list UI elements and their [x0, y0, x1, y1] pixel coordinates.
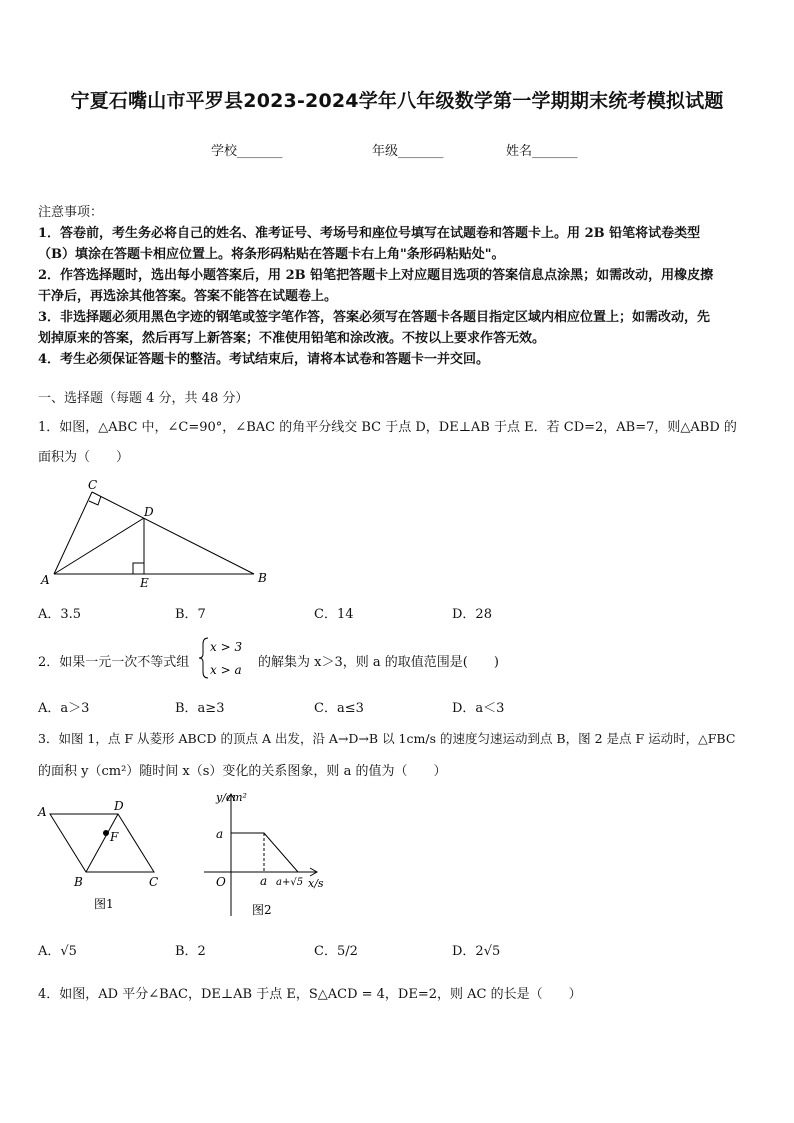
- q1-option-d: D．28: [452, 607, 492, 622]
- q1-figure: [36, 474, 286, 594]
- q3-option-b: B．2: [175, 944, 206, 959]
- question-2-suffix: 的解集为 x＞3，则 a 的取值范围是( ): [258, 655, 499, 670]
- question-4-text: 4．如图，AD 平分∠BAC，DE⊥AB 于点 E，S△ACD = 4，DE=2，则 AC 的长是（ ）: [38, 987, 582, 1002]
- label-b: B: [74, 875, 83, 889]
- page-title: 宁夏石嘴山市平罗县2023-2024学年八年级数学第一学期期末统考模拟试题: [70, 90, 724, 112]
- question-2-prefix: 2．如果一元一次不等式组: [38, 655, 190, 670]
- label-a: A: [38, 805, 47, 819]
- q3-option-d: D．2√5: [452, 944, 501, 959]
- section-heading: 一、选择题（每题 4 分，共 48 分）: [38, 391, 249, 406]
- q3-option-a: A．√5: [38, 944, 77, 959]
- q3-figure-1: [34, 796, 174, 916]
- label-d: D: [144, 505, 154, 519]
- y-axis-label: y/cm²: [216, 791, 247, 804]
- label-c: C: [88, 478, 98, 492]
- q1-option-a: A．3.5: [38, 607, 82, 622]
- inequality-1: x > 3: [210, 640, 243, 654]
- notice-line: 干净后，再选涂其他答案。答案不能答在试题卷上。: [38, 289, 338, 304]
- tick-a-plus-root5: a+√5: [276, 877, 304, 888]
- notice-line: （B）填涂在答题卡相应位置上。将条形码粘贴在答题卡右上角"条形码粘贴处"。: [38, 247, 505, 262]
- question-1-text: 1．如图，△ABC 中，∠C=90°，∠BAC 的角平分线交 BC 于点 D，DE⊥AB 于点 E．若 CD=2，AB=7，则△ABD 的: [38, 420, 737, 435]
- inequality-2: x > a: [210, 663, 242, 677]
- q1-option-c: C．14: [314, 607, 354, 622]
- question-3-text: 3．如图 1，点 F 从菱形 ABCD 的顶点 A 出发，沿 A→D→B 以 1cm/s 的速度匀速运动到点 B，图 2 是点 F 运动时，△FBC: [38, 731, 736, 746]
- grade-field: 年级_______: [372, 144, 444, 159]
- notice-line: 3．非选择题必须用黑色字迹的钢笔或签字笔作答，答案必须写在答题卡各题目指定区域内相应位置上；如需改动，先: [38, 310, 711, 325]
- school-field: 学校_______: [211, 144, 283, 159]
- label-a-value: a: [216, 827, 224, 841]
- label-b: B: [258, 571, 267, 585]
- x-axis-label: x/s: [308, 877, 324, 890]
- notice-heading: 注意事项：: [38, 205, 104, 220]
- q2-option-c: C．a≤3: [314, 701, 364, 716]
- notice-line: 划掉原来的答案，然后再写上新答案；不准使用铅笔和涂改液。不按以上要求作答无效。: [38, 331, 546, 346]
- point-f-dot: [103, 830, 109, 836]
- question-1-text-cont: 面积为（ ）: [38, 450, 130, 465]
- notice-line: 4．考生必须保证答题卡的整洁。考试结束后，请将本试卷和答题卡一并交回。: [38, 352, 490, 367]
- question-3-text-cont: 的面积 y（cm²）随时间 x（s）变化的关系图象，则 a 的值为（ ）: [38, 764, 447, 779]
- figure-1-caption: 图1: [94, 897, 114, 911]
- label-e: E: [140, 576, 149, 590]
- q2-option-a: A．a＞3: [38, 701, 90, 716]
- q3-figure-2: [196, 786, 336, 922]
- tick-a: a: [260, 874, 268, 888]
- name-field: 姓名_______: [506, 144, 578, 159]
- q2-option-d: D．a＜3: [452, 701, 505, 716]
- q1-option-b: B．7: [175, 607, 206, 622]
- label-f: F: [110, 830, 119, 844]
- label-c: C: [149, 875, 159, 889]
- label-d: D: [114, 799, 124, 813]
- notice-line: 1．答卷前，考生务必将自己的姓名、准考证号、考场号和座位号填写在试题卷和答题卡上。用 2B 铅笔将试卷类型: [38, 226, 701, 241]
- q3-option-c: C．5/2: [314, 944, 358, 959]
- notice-line: 2．作答选择题时，选出每小题答案后，用 2B 铅笔把答题卡上对应题目选项的答案信息点涂黑；如需改动，用橡皮擦: [38, 268, 714, 283]
- q2-option-b: B．a≥3: [175, 701, 225, 716]
- origin-label: O: [216, 875, 226, 889]
- figure-2-caption: 图2: [252, 903, 272, 917]
- inequality-system: [198, 634, 258, 682]
- label-a: A: [41, 573, 50, 587]
